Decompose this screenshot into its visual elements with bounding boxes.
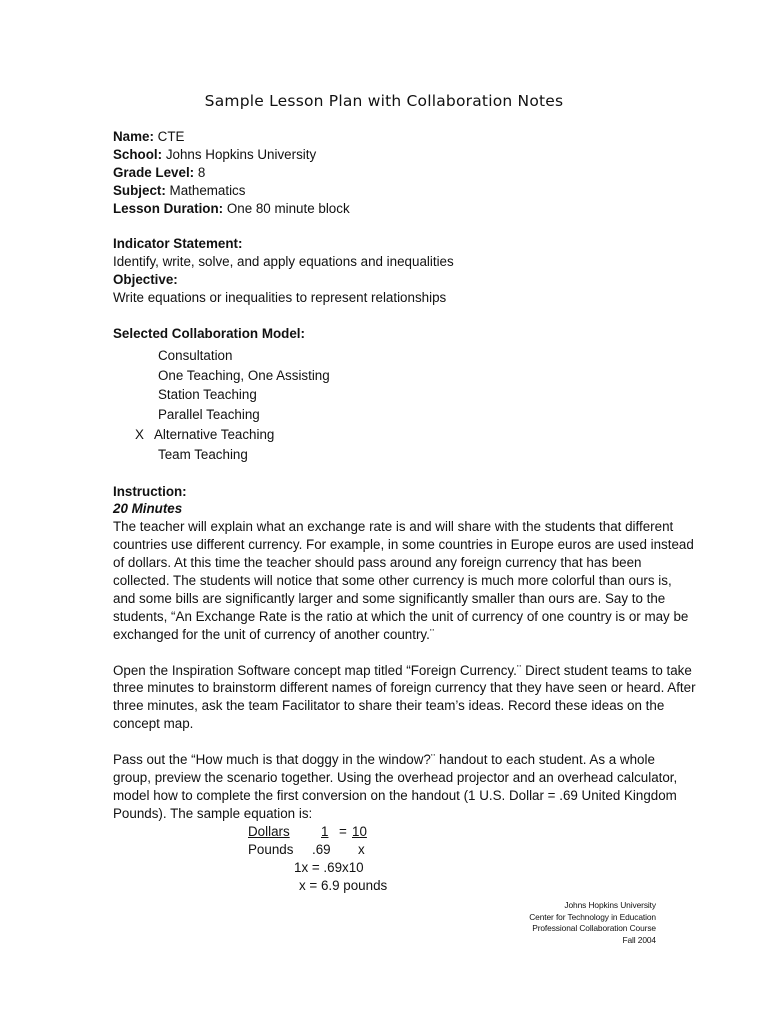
paragraph-line: The teacher will explain what an exchange rate is and will share with the students that different	[113, 519, 674, 535]
collab-model-item: Consultation	[158, 347, 233, 363]
footer-line: Fall 2004	[622, 934, 656, 945]
paragraph-line: and some bills are significantly larger and some significantly smaller than ours are. Say to the	[113, 590, 666, 606]
info-label: Subject:	[113, 182, 166, 198]
paragraph-line: concept map.	[113, 716, 194, 732]
footer-line: Center for Technology in Education	[529, 911, 656, 922]
info-label: Lesson Duration:	[113, 200, 224, 216]
equation-step-2: x = 6.9 pounds	[299, 877, 388, 893]
instruction-paragraph-3	[113, 751, 678, 823]
equation-step-1: 1x = .69x10	[294, 859, 364, 875]
equation-equals: =	[339, 823, 347, 839]
sample-equation	[113, 823, 673, 895]
equation-dollars: Dollars	[248, 823, 290, 839]
selected-mark: X	[135, 427, 144, 443]
collab-model-item: Parallel Teaching	[158, 407, 260, 423]
objective-heading: Objective:	[113, 272, 178, 288]
instruction-duration: 20 Minutes	[113, 501, 183, 517]
collab-model-item-selected	[113, 425, 673, 445]
paragraph-line: countries use different currency. For example, in some countries in Europe euros are used instead	[113, 537, 694, 553]
paragraph-line: three minutes to brainstorm different names of foreign currency that they have seen or heard. After	[113, 680, 696, 696]
paragraph-line: Pass out the “How much is that doggy in the window?¨ handout to each student. As a whole	[113, 752, 655, 768]
paragraph-line: model how to complete the first conversion on the handout (1 U.S. Dollar = .69 United Kingdom	[113, 787, 677, 803]
footer-credits	[529, 900, 656, 946]
paragraph-line: Pounds). The sample equation is:	[113, 805, 313, 821]
objective-text: Write equations or inequalities to represent relationships	[113, 290, 447, 306]
info-subject	[113, 182, 673, 200]
paragraph-line: exchanged for the unit of currency of another country.¨	[113, 626, 435, 642]
instruction-paragraph-2	[113, 662, 696, 734]
info-duration	[113, 200, 673, 218]
equation-one: 1	[321, 823, 329, 839]
equation-x: x	[358, 841, 365, 857]
paragraph-line: three minutes, ask the team Facilitator to share their team’s ideas. Record these ideas on the	[113, 698, 665, 714]
info-label: Name:	[113, 129, 154, 144]
indicator-text: Identify, write, solve, and apply equations and inequalities	[113, 254, 454, 270]
instruction-paragraph-1	[113, 518, 694, 643]
collab-model-label: Alternative Teaching	[154, 427, 275, 443]
instruction-heading: Instruction:	[113, 483, 187, 499]
footer-line: Johns Hopkins University	[564, 900, 656, 910]
indicator-heading: Indicator Statement:	[113, 236, 243, 252]
info-value: One 80 minute block	[223, 200, 350, 216]
info-value: Mathematics	[165, 182, 246, 198]
paragraph-line: of dollars. At this time the teacher should pass around any foreign currency that has been	[113, 555, 642, 571]
paragraph-line: group, preview the scenario together. Using the overhead projector and an overhead calculator,	[113, 769, 678, 785]
collaboration-heading: Selected Collaboration Model:	[113, 325, 305, 341]
collab-model-item: Team Teaching	[158, 446, 248, 462]
paragraph-line: students, “An Exchange Rate is the ratio at which the unit of currency of one country is or may be	[113, 608, 689, 624]
footer-line: Professional Collaboration Course	[532, 923, 656, 933]
info-grade	[113, 164, 673, 182]
info-label: Grade Level:	[113, 164, 195, 180]
info-value: CTE	[153, 129, 185, 144]
info-school	[113, 146, 673, 164]
page-title: Sample Lesson Plan with Collaboration Notes	[204, 92, 564, 110]
lesson-body	[113, 128, 696, 895]
paragraph-line: Open the Inspiration Software concept map titled “Foreign Currency.¨ Direct student teams to take	[113, 662, 692, 678]
equation-rate: .69	[312, 841, 331, 857]
paragraph-line: collected. The students will notice that some other currency is much more colorful than ours is,	[113, 573, 672, 589]
info-name	[113, 128, 673, 146]
info-label: School:	[113, 146, 163, 162]
collab-model-item: Station Teaching	[158, 387, 257, 403]
equation-pounds: Pounds	[248, 841, 294, 857]
info-value: 8	[194, 164, 206, 180]
equation-ten: 10	[352, 823, 367, 839]
info-value: Johns Hopkins University	[162, 146, 317, 162]
collab-model-item: One Teaching, One Assisting	[158, 367, 330, 383]
